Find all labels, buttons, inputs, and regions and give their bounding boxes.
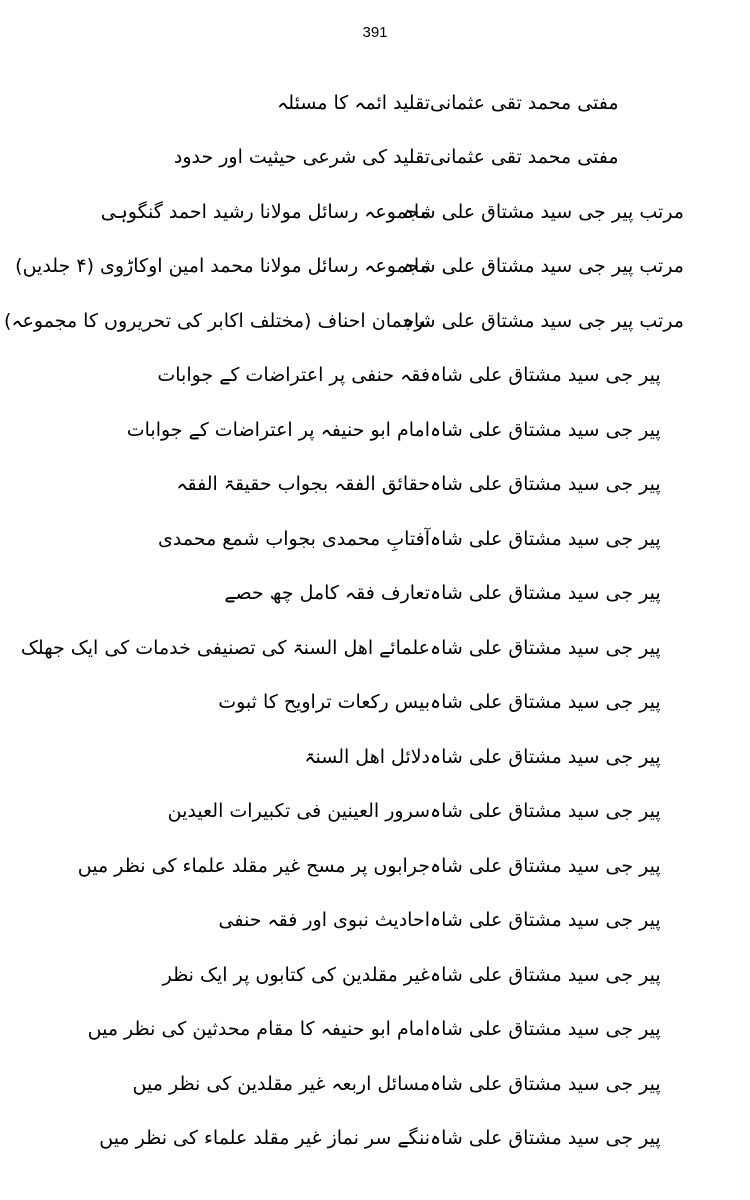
page-number: 391 — [362, 24, 388, 41]
book-title: سرور العینین فی تکبیرات العیدین — [167, 800, 430, 823]
book-row — [4, 294, 684, 349]
book-author — [430, 853, 684, 880]
book-title: تقلید کی شرعی حیثیت اور حدود — [173, 146, 430, 169]
book-author — [402, 199, 684, 226]
book-title: امام ابو حنیفہ کا مقام محدثین کی نظر میں — [87, 1018, 430, 1041]
book-title: ننگے سر نماز غیر مقلد علماء کی نظر میں — [99, 1127, 430, 1150]
book-title: تعارف فقہ کامل چھ حصے — [224, 582, 430, 605]
book-title: مسائل اربعہ غیر مقلدین کی نظر میں — [132, 1072, 430, 1095]
book-author — [430, 907, 684, 934]
book-author — [430, 744, 684, 771]
book-title: بیس رکعات تراویح کا ثبوت — [218, 691, 430, 714]
book-author-text: پیر جی سید مشتاق علی شاہ — [430, 854, 661, 877]
book-title: علمائے اھل السنۃ کی تصنیفی خدمات کی ایک جھلک — [20, 636, 430, 659]
book-row — [60, 512, 684, 567]
book-title: غیر مقلدین کی کتابوں پر ایک نظر — [162, 963, 430, 986]
book-author — [430, 417, 684, 444]
book-author — [430, 689, 684, 716]
book-title: جرابوں پر مسح غیر مقلد علماء کی نظر میں — [77, 854, 430, 877]
book-author — [402, 253, 684, 280]
book-title: حقائق الفقہ بجواب حقیقۃ الفقہ — [176, 473, 430, 496]
book-author-text: پیر جی سید مشتاق علی شاہ — [430, 582, 661, 605]
book-author-text: مرتب پیر جی سید مشتاق علی شاہ — [402, 255, 684, 278]
book-author-text: مرتب پیر جی سید مشتاق علی شاہ — [402, 309, 684, 332]
book-title: مجموعہ رسائل مولانا رشید احمد گنگوہی — [100, 200, 430, 223]
book-author — [430, 471, 684, 498]
book-author-text: پیر جی سید مشتاق علی شاہ — [430, 1018, 661, 1041]
book-author — [430, 580, 684, 607]
book-author-text: مرتب پیر جی سید مشتاق علی شاہ — [402, 200, 684, 223]
book-title: آفتابِ محمدی بجواب شمع محمدی — [157, 527, 430, 550]
book-author-text: پیر جی سید مشتاق علی شاہ — [430, 909, 661, 932]
book-row — [60, 948, 684, 1003]
book-title: فقہ حنفی پر اعتراضات کے جوابات — [157, 364, 430, 387]
book-row — [60, 839, 684, 894]
book-row — [60, 185, 684, 240]
book-author-text: پیر جی سید مشتاق علی شاہ — [430, 1072, 661, 1095]
book-author-text: پیر جی سید مشتاق علی شاہ — [430, 963, 661, 986]
book-author — [430, 1125, 684, 1152]
book-title: امام ابو حنیفہ پر اعتراضات کے جوابات — [126, 418, 430, 441]
book-row — [60, 730, 684, 785]
book-row — [60, 403, 684, 458]
book-list — [4, 76, 684, 1166]
book-row — [60, 76, 684, 131]
book-author — [402, 308, 684, 335]
book-row — [60, 567, 684, 622]
book-row — [60, 131, 684, 186]
book-row — [60, 349, 684, 404]
book-author — [430, 90, 684, 117]
book-author — [430, 526, 684, 553]
book-author — [430, 1016, 684, 1043]
book-author-text: پیر جی سید مشتاق علی شاہ — [430, 418, 661, 441]
book-title: تقلید ائمہ کا مسئلہ — [277, 91, 430, 114]
book-title: مجموعہ رسائل مولانا محمد امین اوکاڑوی (۴ جلدیں) — [15, 255, 430, 278]
book-title: ترجمان احناف (مختلف اکابر کی تحریروں کا مجموعہ) — [4, 309, 430, 332]
book-author-text: مفتی محمد تقی عثمانی — [430, 91, 619, 114]
book-row — [60, 676, 684, 731]
book-title: دلائل اھل السنۃ — [304, 745, 430, 768]
book-row — [15, 240, 684, 295]
book-author-text: پیر جی سید مشتاق علی شاہ — [430, 473, 661, 496]
book-author-text: مفتی محمد تقی عثمانی — [430, 146, 619, 169]
book-author-text: پیر جی سید مشتاق علی شاہ — [430, 691, 661, 714]
book-author-text: پیر جی سید مشتاق علی شاہ — [430, 364, 661, 387]
book-row — [60, 1003, 684, 1058]
book-author — [430, 962, 684, 989]
book-author — [430, 798, 684, 825]
book-author — [430, 635, 684, 662]
book-author-text: پیر جی سید مشتاق علی شاہ — [430, 527, 661, 550]
book-author — [430, 1071, 684, 1098]
book-author-text: پیر جی سید مشتاق علی شاہ — [430, 1127, 661, 1150]
book-author — [430, 362, 684, 389]
book-title: احادیث نبوی اور فقہ حنفی — [218, 909, 430, 932]
book-author-text: پیر جی سید مشتاق علی شاہ — [430, 636, 661, 659]
book-row — [60, 894, 684, 949]
book-row — [20, 621, 684, 676]
book-author-text: پیر جی سید مشتاق علی شاہ — [430, 745, 661, 768]
book-row — [60, 785, 684, 840]
book-author-text: پیر جی سید مشتاق علی شاہ — [430, 800, 661, 823]
book-row — [60, 1057, 684, 1112]
book-author — [430, 144, 684, 171]
book-row — [60, 1112, 684, 1167]
book-row — [60, 458, 684, 513]
